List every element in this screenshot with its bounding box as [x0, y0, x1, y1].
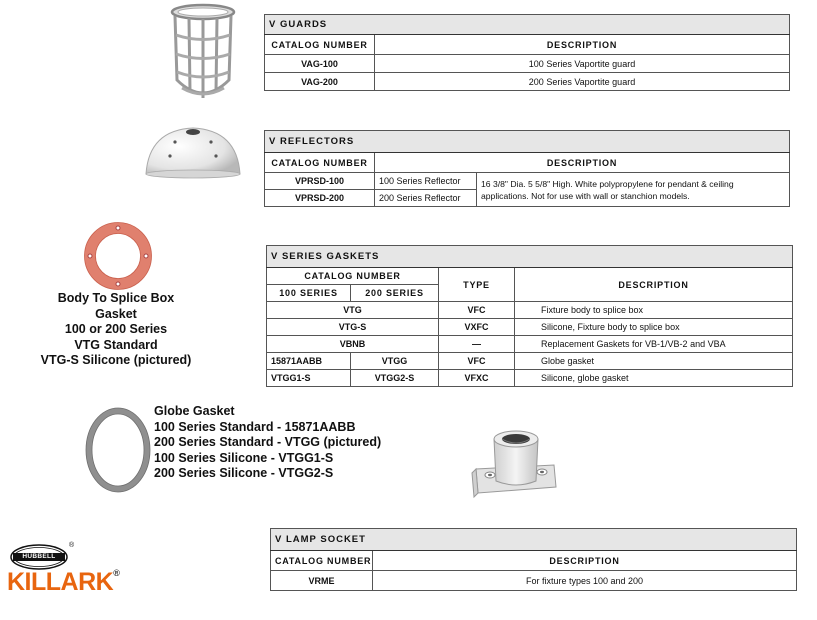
table-title: V REFLECTORS [265, 131, 790, 153]
killark-wordmark: KILLARK [7, 568, 114, 596]
caption-line: 100 or 200 Series [64, 322, 168, 336]
description-cell: For fixture types 100 and 200 [373, 571, 797, 591]
col-description: DESCRIPTION [375, 35, 790, 55]
col-description: DESCRIPTION [375, 153, 790, 173]
table-row [267, 319, 793, 336]
table-row [265, 55, 790, 73]
description-cell: Silicone, Fixture body to splice box [515, 319, 793, 336]
type-cell: VFC [439, 353, 515, 370]
type-cell: VFC [439, 302, 515, 319]
table-title: V SERIES GASKETS [267, 246, 793, 268]
table-row [267, 302, 793, 319]
caption-line: 200 Series Standard - VTGG (pictured) [154, 435, 382, 449]
catalog-200-cell: VTGG2-S [351, 370, 439, 387]
caption-line: 200 Series Silicone - VTGG2-S [154, 466, 334, 480]
col-200-series: 200 SERIES [351, 285, 439, 302]
table-row [267, 336, 793, 353]
catalog-cell: VRME [271, 571, 373, 591]
catalog-cell: VAG-100 [265, 55, 375, 73]
catalog-200-cell: VTGG [351, 353, 439, 370]
vaportite-guard-image [168, 2, 238, 104]
caption-line: VTG Standard [74, 337, 158, 352]
registered-mark: ® [113, 568, 120, 578]
catalog-cell: VTG [267, 302, 439, 319]
catalog-100-cell: VTGG1-S [267, 370, 351, 387]
table-row [265, 173, 790, 190]
killark-logo [7, 568, 119, 597]
catalog-100-cell: 15871AABB [267, 353, 351, 370]
globe-gasket-image [85, 407, 151, 493]
col-catalog-number: CATALOG NUMBER [271, 551, 373, 571]
description-cell: Silicone, globe gasket [515, 370, 793, 387]
lamp-socket-image [470, 425, 560, 501]
col-catalog-number: CATALOG NUMBER [265, 153, 375, 173]
catalog-cell: VPRSD-200 [265, 190, 375, 207]
splice-gasket-caption [20, 291, 212, 369]
caption-line: 100 Series Standard - 15871AABB [154, 419, 356, 434]
reflector-description-cell [477, 173, 790, 207]
description-cell: Globe gasket [515, 353, 793, 370]
table-row [271, 571, 797, 591]
catalog-cell: VPRSD-100 [265, 173, 375, 190]
description-cell: 100 Series Vaportite guard [375, 55, 790, 73]
col-100-series: 100 SERIES [267, 285, 351, 302]
globe-gasket-caption [154, 404, 414, 482]
description-cell: Fixture body to splice box [515, 302, 793, 319]
v-lamp-socket-table [270, 528, 797, 591]
series-cell: 100 Series Reflector [375, 173, 477, 190]
v-series-gaskets-table [266, 245, 793, 387]
reflector-description-line: 16 3/8" Dia. 5 5/8" High. White polypropylene for pendant & ceiling [481, 178, 734, 189]
v-reflectors-table [264, 130, 790, 207]
catalog-cell: VBNB [267, 336, 439, 353]
registered-mark: ® [69, 542, 75, 549]
caption-line: Globe Gasket [154, 404, 235, 418]
caption-line: VTG-S Silicone (pictured) [40, 353, 192, 367]
col-description: DESCRIPTION [515, 268, 793, 302]
series-cell: 200 Series Reflector [375, 190, 477, 207]
caption-line: 100 Series Silicone - VTGG1-S [154, 450, 334, 465]
table-row [267, 353, 793, 370]
catalog-cell: VTG-S [267, 319, 439, 336]
reflector-description-line: applications. Not for use with wall or stanchion models. [481, 190, 690, 201]
caption-line: Gasket [95, 306, 137, 321]
table-row [265, 73, 790, 91]
description-cell: 200 Series Vaportite guard [375, 73, 790, 91]
hubbell-logo [10, 542, 75, 570]
catalog-cell: VAG-200 [265, 73, 375, 91]
caption-line: Body To Splice Box [57, 291, 175, 305]
col-catalog-number: CATALOG NUMBER [267, 268, 439, 285]
col-description: DESCRIPTION [373, 551, 797, 571]
description-cell: Replacement Gaskets for VB-1/VB-2 and VBA [515, 336, 793, 353]
type-cell: VFXC [439, 370, 515, 387]
col-catalog-number: CATALOG NUMBER [265, 35, 375, 55]
type-cell: VXFC [439, 319, 515, 336]
table-row [267, 370, 793, 387]
hubbell-wordmark: HUBBELL [22, 553, 56, 560]
table-title: V GUARDS [265, 15, 790, 35]
reflector-dome-image [143, 124, 243, 180]
splice-box-gasket-image [84, 222, 152, 290]
type-cell: — [439, 336, 515, 353]
v-guards-table [264, 14, 790, 91]
table-title: V LAMP SOCKET [271, 529, 797, 551]
col-type: TYPE [439, 268, 515, 302]
